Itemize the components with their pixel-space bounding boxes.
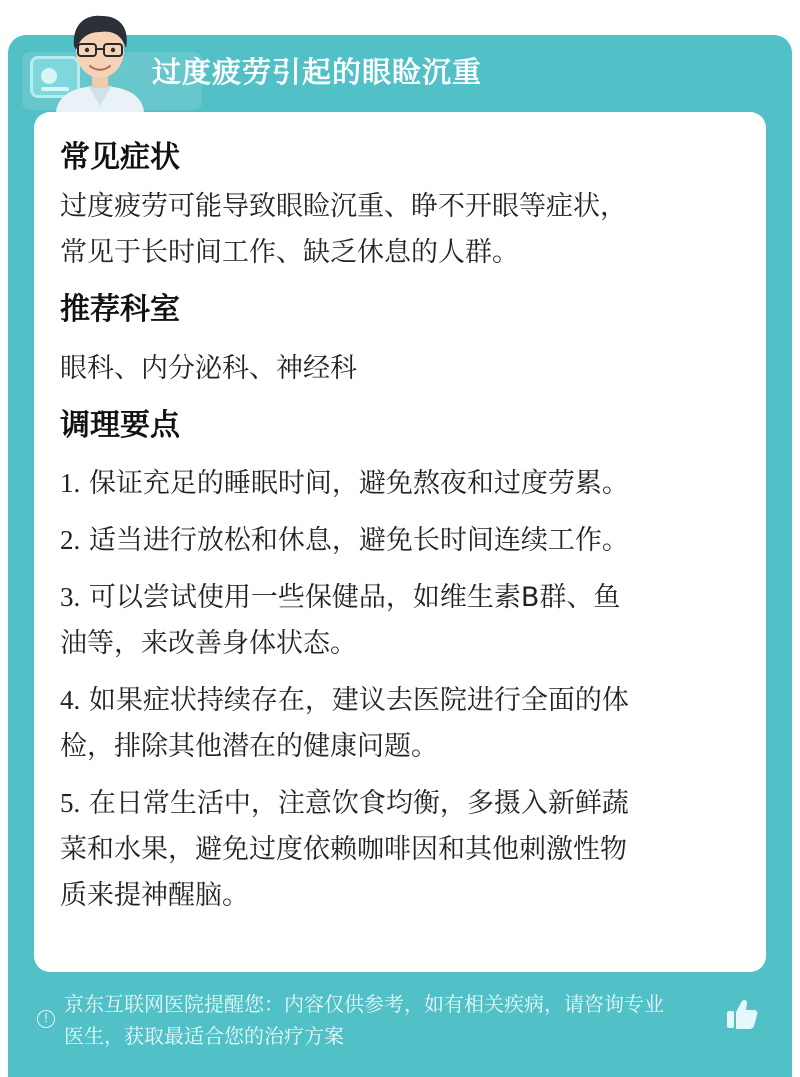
- symptoms-text: 过度疲劳可能导致眼睑沉重、睁不开眼等症状， 常见于长时间工作、缺乏休息的人群。: [60, 191, 627, 268]
- tip-item-4: 4. 如果症状持续存在，建议去医院进行全面的体 检，排除其他潜在的健康问题。: [60, 685, 629, 762]
- tip-item-5: 5. 在日常生活中，注意饮食均衡，多摄入新鲜蔬 菜和水果，避免过度依赖咖啡因和其他刺激性物 质来提神醒脑。: [60, 788, 629, 911]
- departments-text: 眼科、内分泌科、神经科: [60, 353, 357, 384]
- info-icon: !: [37, 1010, 55, 1028]
- page-title: 过度疲劳引起的眼睑沉重: [152, 55, 483, 89]
- tip-item-1: 1. 保证充足的睡眠时间，避免熬夜和过度劳累。: [60, 468, 629, 499]
- tip-item-3: 3. 可以尝试使用一些保健品，如维生素B群、鱼 油等，来改善身体状态。: [60, 582, 621, 659]
- section-title-departments: 推荐科室: [60, 292, 180, 327]
- thumbs-up-icon[interactable]: [724, 996, 760, 1032]
- section-title-tips: 调理要点: [60, 408, 180, 443]
- content-card: [34, 112, 766, 972]
- section-title-symptoms: 常见症状: [60, 140, 180, 175]
- tip-item-2: 2. 适当进行放松和休息，避免长时间连续工作。: [60, 525, 629, 556]
- footer-disclaimer: 京东互联网医院提醒您：内容仅供参考，如有相关疾病，请咨询专业 医生，获取最适合您的治疗方案: [64, 992, 664, 1048]
- doctor-avatar-icon: [48, 6, 152, 112]
